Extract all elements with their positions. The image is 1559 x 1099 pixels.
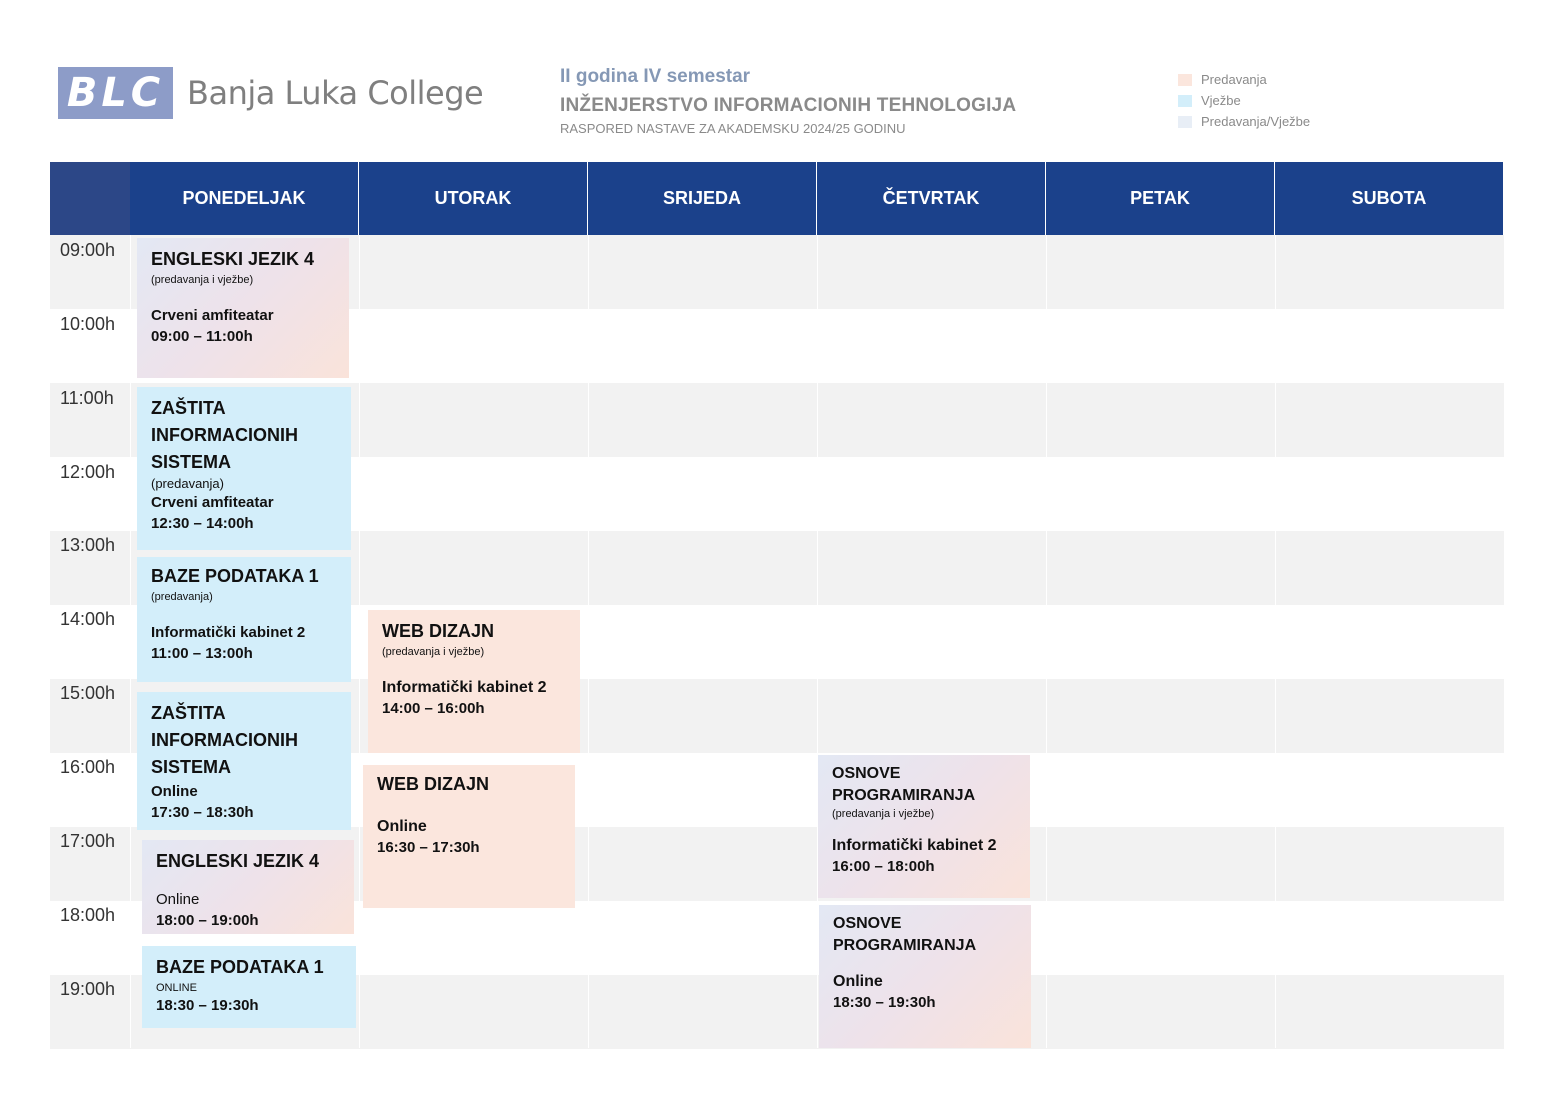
event-title: INFORMACIONIH — [151, 730, 298, 750]
event-title: WEB DIZAJN — [382, 621, 494, 641]
event-type: ONLINE — [156, 982, 197, 994]
column-divider — [588, 235, 589, 1048]
event-card-engleski-jezik-online[interactable] — [142, 840, 354, 934]
column-divider — [130, 235, 131, 1048]
day-header-tuesday: UTORAK — [358, 162, 587, 235]
event-title: SISTEMA — [151, 452, 232, 472]
event-card-web-dizajn[interactable] — [368, 610, 580, 753]
column-divider — [1046, 235, 1047, 1048]
event-title: OSNOVE — [833, 915, 902, 932]
legend-item-predavanja: Predavanja — [1178, 69, 1310, 90]
time-label: 14:00h — [60, 609, 116, 629]
day-header-row — [50, 162, 1504, 235]
event-room: Online — [156, 891, 200, 908]
event-title: WEB DIZAJN — [377, 774, 489, 794]
event-room: Online — [833, 973, 883, 990]
event-title: ENGLESKI JEZIK 4 — [156, 851, 320, 871]
event-time: 18:00 – 19:00h — [156, 912, 259, 929]
event-type: (predavanja i vježbe) — [832, 808, 935, 820]
event-card-zastita-is[interactable] — [137, 387, 351, 550]
event-room: Online — [151, 783, 198, 800]
event-time: 17:30 – 18:30h — [151, 804, 254, 821]
schedule-subtitle: RASPORED NASTAVE ZA AKADEMSKU 2024/25 GODINU — [560, 121, 906, 136]
event-time: 14:00 – 16:00h — [382, 700, 485, 717]
event-room: Informatički kabinet 2 — [382, 679, 547, 696]
time-label: 09:00h — [60, 240, 116, 260]
event-card-zastita-is-online[interactable] — [137, 692, 351, 830]
day-header-monday: PONEDELJAK — [130, 162, 358, 235]
event-type: (predavanja) — [151, 591, 213, 603]
legend-swatch — [1178, 74, 1192, 86]
event-title: PROGRAMIRANJA — [832, 787, 976, 804]
event-card-baze-podataka-online[interactable] — [142, 946, 356, 1028]
day-header-thursday: ČETVRTAK — [816, 162, 1045, 235]
legend-item-mixed: Predavanja/Vježbe — [1178, 111, 1310, 132]
event-type: (predavanja) — [151, 476, 224, 491]
day-header-friday: PETAK — [1045, 162, 1274, 235]
event-card-osnove-programiranja[interactable] — [818, 755, 1030, 898]
event-title: INFORMACIONIH — [151, 425, 298, 445]
column-divider — [1275, 235, 1276, 1048]
event-title: BAZE PODATAKA 1 — [151, 566, 319, 586]
event-title: ZAŠTITA — [151, 398, 226, 418]
event-time: 16:00 – 18:00h — [832, 858, 935, 875]
time-label: 11:00h — [60, 388, 114, 408]
event-room: Informatički kabinet 2 — [832, 837, 997, 854]
legend — [1178, 69, 1310, 132]
college-logo — [58, 67, 483, 119]
column-divider — [359, 235, 360, 1048]
event-time: 18:30 – 19:30h — [833, 994, 936, 1011]
event-card-osnove-programiranja-online[interactable] — [819, 905, 1031, 1048]
time-label: 13:00h — [60, 535, 116, 555]
legend-item-vjezbe: Vježbe — [1178, 90, 1310, 111]
event-time: 16:30 – 17:30h — [377, 839, 480, 856]
day-header-wednesday: SRIJEDA — [587, 162, 816, 235]
logo-name: Banja Luka College — [187, 74, 484, 112]
column-divider — [817, 235, 818, 1048]
schedule-header — [560, 66, 1016, 136]
event-title: ENGLESKI JEZIK 4 — [151, 249, 315, 269]
time-label: 15:00h — [60, 683, 116, 703]
event-card-engleski-jezik[interactable] — [137, 238, 349, 378]
event-title: SISTEMA — [151, 757, 232, 777]
event-title: ZAŠTITA — [151, 703, 226, 723]
logo-mark: BLC — [58, 67, 173, 119]
time-label: 17:00h — [60, 831, 116, 851]
event-title: OSNOVE — [832, 765, 901, 782]
legend-swatch — [1178, 95, 1192, 107]
event-room: Crveni amfiteatar — [151, 494, 274, 511]
event-type: (predavanja i vježbe) — [151, 274, 254, 286]
legend-swatch — [1178, 116, 1192, 128]
event-room: Crveni amfiteatar — [151, 307, 274, 324]
event-time: 12:30 – 14:00h — [151, 515, 254, 532]
event-time: 09:00 – 11:00h — [151, 328, 253, 345]
event-card-web-dizajn-online[interactable] — [363, 765, 575, 908]
header-corner — [50, 162, 130, 235]
event-card-baze-podataka[interactable] — [137, 557, 351, 682]
time-label: 19:00h — [60, 979, 116, 999]
event-time: 18:30 – 19:30h — [156, 997, 259, 1014]
time-label: 18:00h — [60, 905, 116, 925]
event-title: BAZE PODATAKA 1 — [156, 957, 324, 977]
time-label: 12:00h — [60, 462, 116, 482]
event-type: (predavanja i vježbe) — [382, 646, 485, 658]
event-time: 11:00 – 13:00h — [151, 645, 253, 662]
year-semester: II godina IV semestar — [560, 66, 751, 87]
event-room: Informatički kabinet 2 — [151, 624, 306, 641]
event-room: Online — [377, 818, 427, 835]
day-header-saturday: SUBOTA — [1274, 162, 1503, 235]
time-label: 10:00h — [60, 314, 116, 334]
program-title: INŽENJERSTVO INFORMACIONIH TEHNOLOGIJA — [560, 95, 1017, 116]
time-label: 16:00h — [60, 757, 116, 777]
event-title: PROGRAMIRANJA — [833, 937, 977, 954]
